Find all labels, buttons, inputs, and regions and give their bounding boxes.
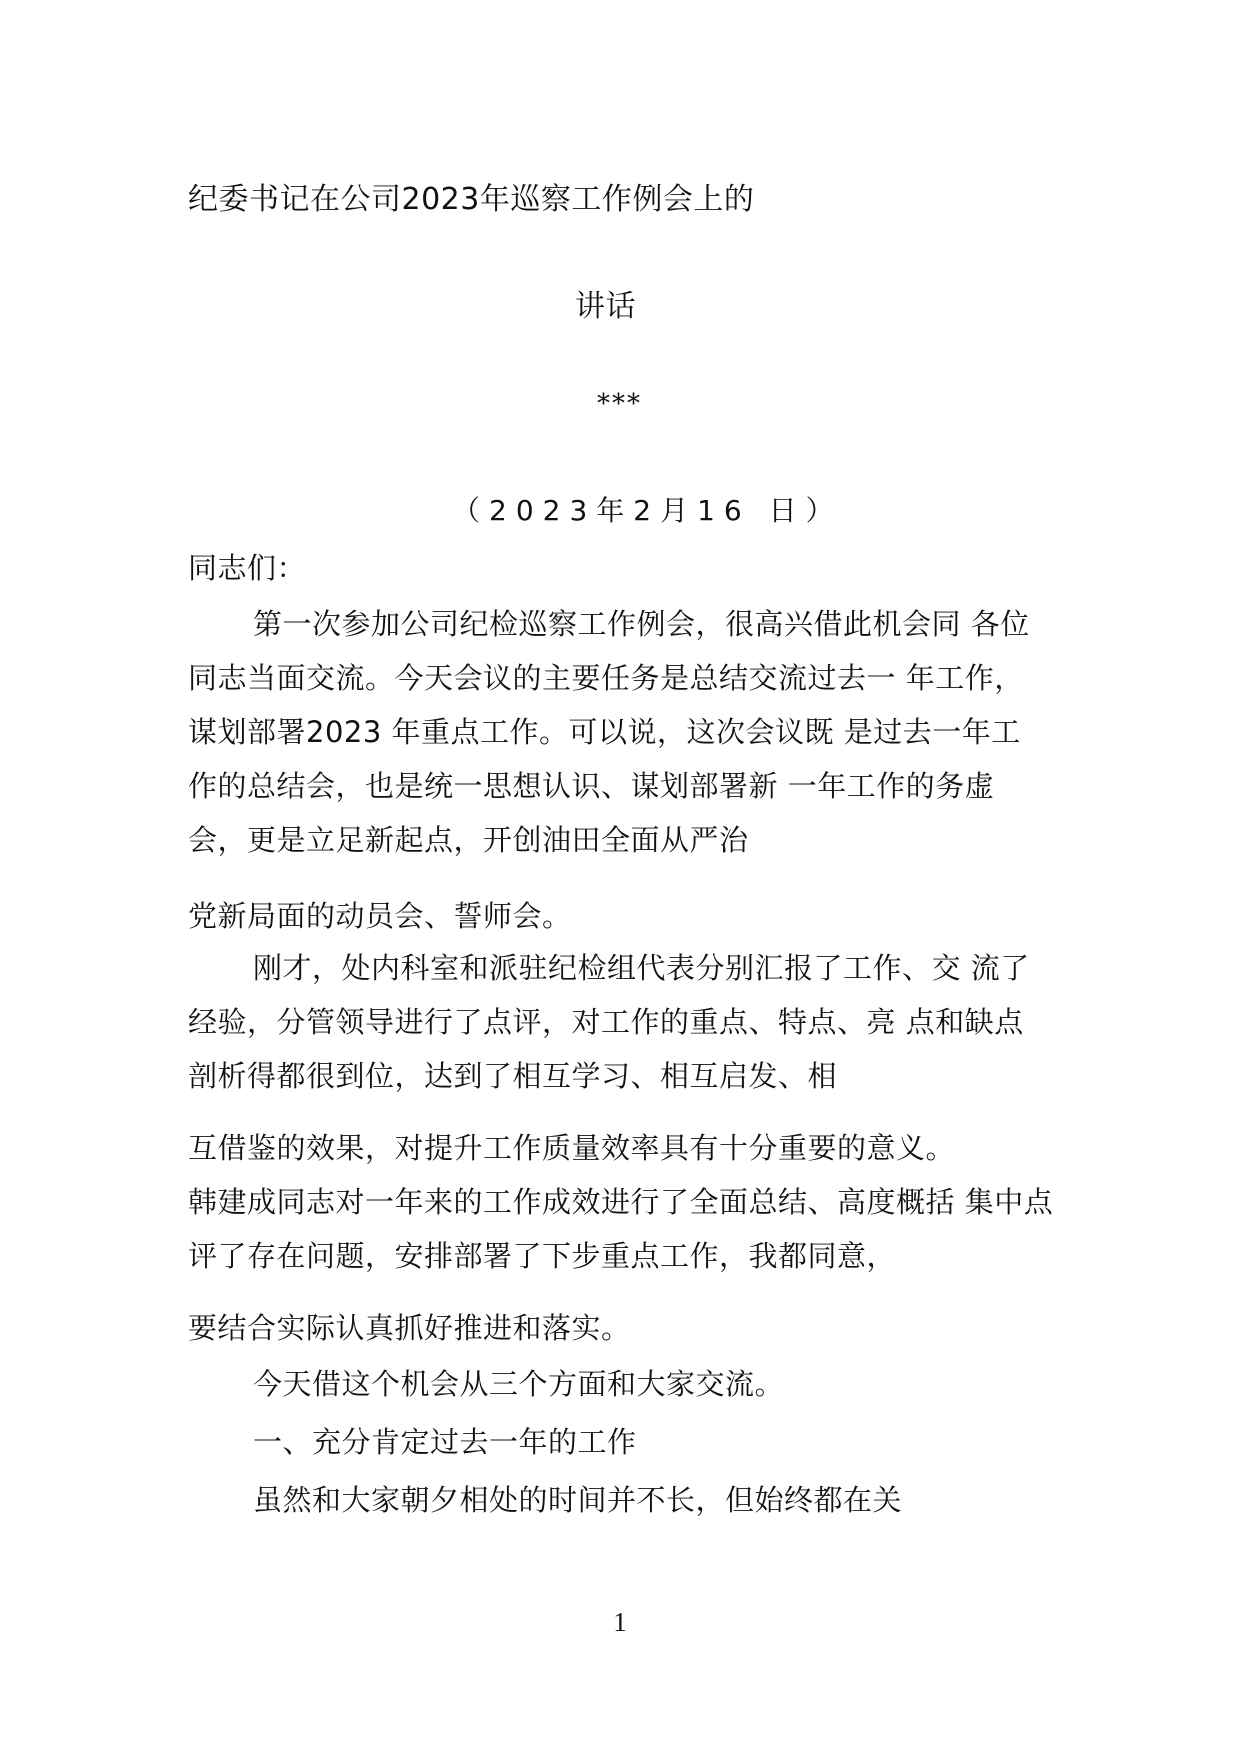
- body-line-9: 剖析得都很到位，达到了相互学习、相互启发、相: [188, 1059, 838, 1093]
- body-line-1: 第一次参加公司纪检巡察工作例会，很高兴借此机会同 各位: [253, 607, 1030, 641]
- salutation: 同志们：: [188, 551, 307, 585]
- body-line-4: 作的总结会，也是统一思想认识、谋划部署新 一年工作的务虚: [188, 769, 995, 803]
- body-line-2: 同志当面交流。今天会议的主要任务是总结交流过去一 年工作，: [188, 661, 1024, 695]
- page-number: 1: [613, 1607, 627, 1637]
- body-line-8: 经验，分管领导进行了点评，对工作的重点、特点、亮 点和缺点: [188, 1005, 1024, 1039]
- body-line-13: 要结合实际认真抓好推进和落实。: [188, 1311, 631, 1345]
- body-line-14: 今天借这个机会从三个方面和大家交流。: [253, 1367, 785, 1401]
- body-line-3: 谋划部署2023 年重点工作。可以说，这次会议既 是过去一年工: [188, 715, 1021, 749]
- author-placeholder: ***: [597, 389, 642, 419]
- body-line-16: 虽然和大家朝夕相处的时间并不长，但始终都在关: [253, 1483, 903, 1517]
- title-line-1: 纪委书记在公司2023年巡察工作例会上的: [188, 182, 755, 217]
- body-line-6: 党新局面的动员会、誓师会。: [188, 899, 572, 933]
- body-line-12: 评了存在问题，安排部署了下步重点工作，我都同意，: [188, 1239, 897, 1273]
- body-line-11: 韩建成同志对一年来的工作成效进行了全面总结、高度概括 集中点: [188, 1185, 1054, 1219]
- section-heading-1: 一、充分肯定过去一年的工作: [253, 1425, 637, 1459]
- speech-date: （2023年2月16 日）: [452, 494, 843, 527]
- body-line-10: 互借鉴的效果，对提升工作质量效率具有十分重要的意义。: [188, 1131, 956, 1165]
- title-line-2: 讲话: [575, 289, 636, 324]
- body-line-7: 刚才，处内科室和派驻纪检组代表分别汇报了工作、交 流了: [253, 951, 1030, 985]
- body-line-5: 会，更是立足新起点，开创油田全面从严治: [188, 823, 749, 857]
